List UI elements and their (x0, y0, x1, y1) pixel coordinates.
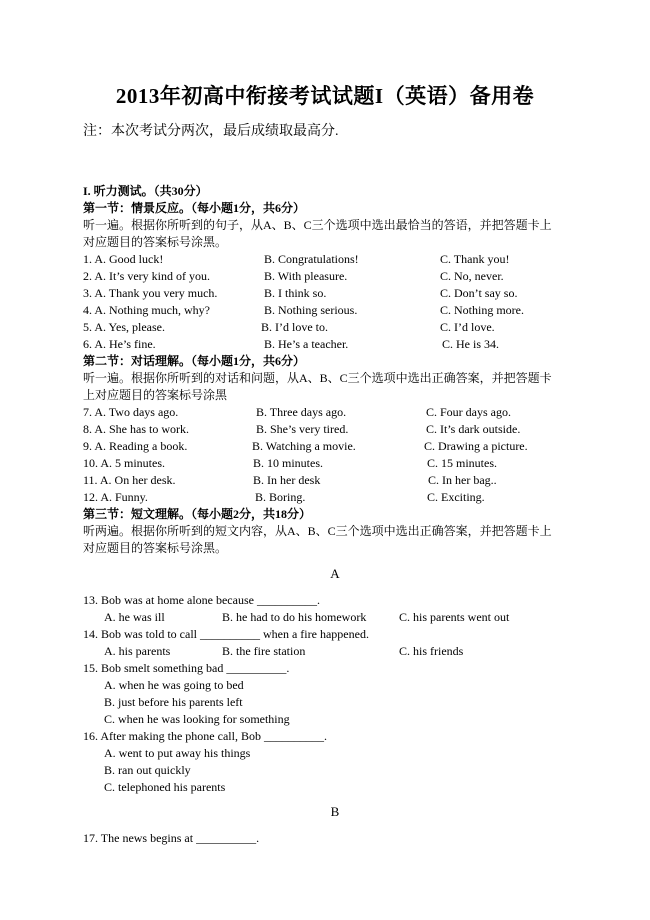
q2-option-c: C. No, never. (440, 269, 504, 283)
q7-option-c: C. Four days ago. (426, 405, 511, 419)
q6-option-b: B. He’s a teacher. (264, 337, 349, 351)
q13-option-b: B. he had to do his homework (222, 610, 367, 624)
q14-option-c: C. his friends (399, 644, 464, 658)
q5-option-a: 5. A. Yes, please. (83, 320, 166, 334)
q2-option-b: B. With pleasure. (264, 269, 348, 283)
q16-stem: 16. After making the phone call, Bob __________. (83, 729, 327, 743)
passage-b-label: B (330, 804, 340, 819)
part2-instruction: 听一遍。根据你所听到的对话和问题，从A、B、C三个选项中选出正确答案，并把答题卡 (83, 371, 552, 385)
part1-heading: 第一节：情景反应。（每小题1分，共6分） (83, 201, 306, 215)
q4-option-a: 4. A. Nothing much, why? (83, 303, 210, 317)
q1-option-a: 1. A. Good luck! (83, 252, 164, 266)
q14-option-a: A. his parents (104, 644, 171, 658)
q7-option-b: B. Three days ago. (256, 405, 347, 419)
q16-option-a: A. went to put away his things (104, 746, 251, 760)
q8-option-c: C. It’s dark outside. (426, 422, 521, 436)
q14-option-b: B. the fire station (222, 644, 306, 658)
q1-option-b: B. Congratulations! (264, 252, 359, 266)
q15-option-c: C. when he was looking for something (104, 712, 290, 726)
q10-option-a: 10. A. 5 minutes. (83, 456, 166, 470)
q5-option-c: C. I’d love. (440, 320, 495, 334)
q3-option-c: C. Don’t say so. (440, 286, 518, 300)
q3-option-b: B. I think so. (264, 286, 327, 300)
q9-option-a: 9. A. Reading a book. (83, 439, 188, 453)
q13-option-c: C. his parents went out (399, 610, 510, 624)
q5-option-b: B. I’d love to. (261, 320, 328, 334)
page-title: 2013年初高中衔接考试试题I（英语）备用卷 (115, 84, 535, 108)
part3-heading: 第三节：短文理解。（每小题2分，共18分） (83, 507, 312, 521)
q2-option-a: 2. A. It’s very kind of you. (83, 269, 210, 283)
part3-instruction: 听两遍。根据你所听到的短文内容，从A、B、C三个选项中选出正确答案，并把答题卡上 (83, 524, 552, 538)
q11-option-c: C. In her bag.. (428, 473, 497, 487)
part1-instruction-cont: 对应题目的答案标号涂黑。 (83, 235, 228, 249)
q12-option-a: 12. A. Funny. (83, 490, 148, 504)
q15-stem: 15. Bob smelt something bad __________. (83, 661, 290, 675)
q8-option-a: 8. A. She has to work. (83, 422, 189, 436)
q14-stem: 14. Bob was told to call __________ when a fire happened. (83, 627, 369, 641)
q10-option-c: C. 15 minutes. (427, 456, 498, 470)
q11-option-b: B. In her desk (253, 473, 321, 487)
passage-a-label: A (330, 566, 340, 581)
q15-option-a: A. when he was going to bed (104, 678, 244, 692)
q7-option-a: 7. A. Two days ago. (83, 405, 179, 419)
part2-instruction-cont: 上对应题目的答案标号涂黑 (83, 388, 228, 402)
exam-note: 注：本次考试分两次，最后成绩取最高分. (83, 124, 339, 139)
section-heading: I. 听力测试。（共30分） (83, 184, 208, 198)
q15-option-b: B. just before his parents left (104, 695, 243, 709)
q17-stem: 17. The news begins at __________. (83, 831, 260, 845)
q6-option-c: C. He is 34. (442, 337, 499, 351)
q11-option-a: 11. A. On her desk. (83, 473, 176, 487)
q9-option-b: B. Watching a movie. (252, 439, 356, 453)
q12-option-c: C. Exciting. (427, 490, 485, 504)
q13-stem: 13. Bob was at home alone because __________. (83, 593, 320, 607)
q6-option-a: 6. A. He’s fine. (83, 337, 156, 351)
q4-option-b: B. Nothing serious. (264, 303, 358, 317)
q10-option-b: B. 10 minutes. (253, 456, 324, 470)
q3-option-a: 3. A. Thank you very much. (83, 286, 218, 300)
q4-option-c: C. Nothing more. (440, 303, 524, 317)
part1-instruction: 听一遍。根据你所听到的句子，从A、B、C三个选项中选出最恰当的答语，并把答题卡上 (83, 218, 552, 232)
q13-option-a: A. he was ill (104, 610, 165, 624)
q16-option-c: C. telephoned his parents (104, 780, 226, 794)
q12-option-b: B. Boring. (255, 490, 306, 504)
q9-option-c: C. Drawing a picture. (424, 439, 528, 453)
q16-option-b: B. ran out quickly (104, 763, 191, 777)
part2-heading: 第二节：对话理解。（每小题1分，共6分） (83, 354, 306, 368)
q8-option-b: B. She’s very tired. (256, 422, 349, 436)
part3-instruction-cont: 对应题目的答案标号涂黑。 (83, 541, 228, 555)
q1-option-c: C. Thank you! (440, 252, 510, 266)
